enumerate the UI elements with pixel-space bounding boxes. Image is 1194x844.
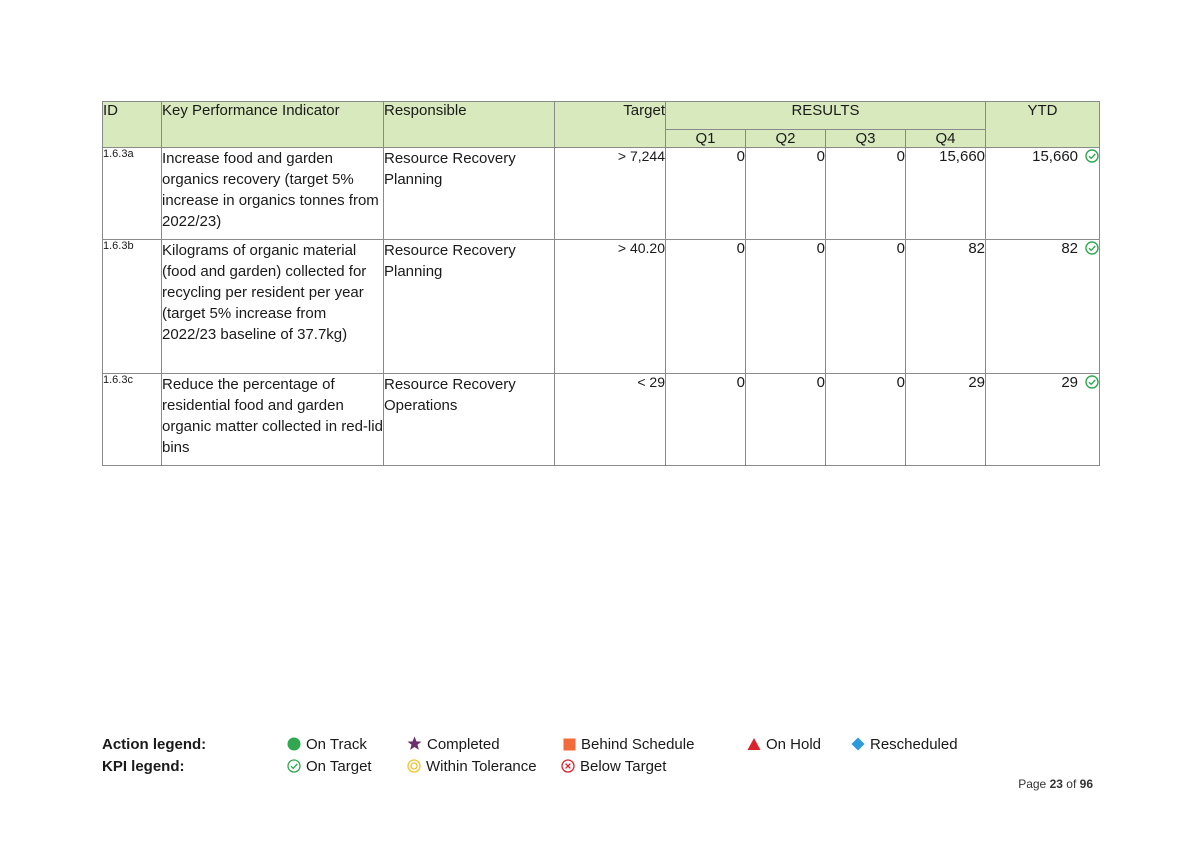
action-legend <box>102 735 1002 755</box>
blue-diamond-icon <box>851 737 865 751</box>
row-target: > 7,244 <box>555 148 666 240</box>
ytd-value: 29 <box>1061 374 1079 391</box>
header-kpi: Key Performance Indicator <box>162 102 384 148</box>
row-kpi: Increase food and garden organics recovery (target 5% increase in organics tonnes from 2022/23) <box>162 148 384 240</box>
ytd-value: 82 <box>1061 240 1079 257</box>
row-kpi: Reduce the percentage of residential food and garden organic matter collected in red-lid bins <box>162 374 384 466</box>
yellow-ring-icon <box>407 759 421 773</box>
ytd-value: 15,660 <box>1032 148 1079 165</box>
row-ytd <box>986 148 1100 240</box>
row-q2: 0 <box>746 374 826 466</box>
kpi-legend-title: KPI legend: <box>102 758 185 775</box>
header-row <box>103 102 1100 130</box>
green-circle-icon <box>287 737 301 751</box>
row-q3: 0 <box>826 240 906 374</box>
legend-label: Within Tolerance <box>426 758 537 775</box>
green-check-circle-icon <box>287 759 301 773</box>
legend-label: Completed <box>427 736 500 753</box>
header-results: RESULTS <box>666 102 986 130</box>
row-q1: 0 <box>666 374 746 466</box>
legend-label: On Track <box>306 736 367 753</box>
red-x-circle-icon <box>561 759 575 773</box>
row-kpi: Kilograms of organic material (food and garden) collected for recycling per resident per year (target 5% increase from 2022/23 baseline of 37.7kg) <box>162 240 384 374</box>
legend-behind-schedule <box>563 735 694 755</box>
legend-label: Rescheduled <box>870 736 958 753</box>
row-responsible: Resource Recovery Planning <box>384 148 555 240</box>
row-target: > 40.20 <box>555 240 666 374</box>
legend-on-target <box>287 757 372 777</box>
legend-label: On Hold <box>766 736 822 753</box>
kpi-legend <box>102 757 1002 777</box>
legend-below-target <box>561 757 666 777</box>
red-triangle-icon <box>747 737 761 751</box>
row-ytd <box>986 240 1100 374</box>
table-row <box>103 374 1100 466</box>
legend-completed <box>407 735 500 755</box>
header-q1: Q1 <box>666 130 746 148</box>
page-total: 96 <box>1079 777 1093 791</box>
row-responsible: Resource Recovery Operations <box>384 374 555 466</box>
on-target-check-icon <box>1085 149 1099 163</box>
row-q1: 0 <box>666 148 746 240</box>
row-q2: 0 <box>746 148 826 240</box>
table-row <box>103 148 1100 240</box>
legend-label: On Target <box>306 758 372 775</box>
row-id: 1.6.3a <box>103 148 162 240</box>
legend-on-hold <box>747 735 821 755</box>
page-prefix: Page <box>1018 777 1047 791</box>
row-ytd <box>986 374 1100 466</box>
row-id: 1.6.3b <box>103 240 162 374</box>
header-id: ID <box>103 102 162 148</box>
header-q4: Q4 <box>906 130 986 148</box>
header-q2: Q2 <box>746 130 826 148</box>
legend-rescheduled <box>851 735 958 755</box>
header-ytd: YTD <box>986 102 1100 148</box>
legend-on-track <box>287 735 367 755</box>
table-row <box>103 240 1100 374</box>
row-id: 1.6.3c <box>103 374 162 466</box>
row-q4: 15,660 <box>906 148 986 240</box>
kpi-table <box>102 101 1100 466</box>
action-legend-title: Action legend: <box>102 736 207 753</box>
row-q1: 0 <box>666 240 746 374</box>
legend-label: Below Target <box>580 758 667 775</box>
header-responsible: Responsible <box>384 102 555 148</box>
row-q3: 0 <box>826 374 906 466</box>
orange-square-icon <box>563 738 576 751</box>
purple-star-icon <box>407 736 422 751</box>
header-target: Target <box>555 102 666 148</box>
row-q3: 0 <box>826 148 906 240</box>
on-target-check-icon <box>1085 375 1099 389</box>
page-of: of <box>1066 777 1077 791</box>
legend-label: Behind Schedule <box>581 736 695 753</box>
header-q3: Q3 <box>826 130 906 148</box>
row-q4: 82 <box>906 240 986 374</box>
page-number <box>1018 777 1093 791</box>
page-current: 23 <box>1049 777 1063 791</box>
row-target: < 29 <box>555 374 666 466</box>
row-responsible: Resource Recovery Planning <box>384 240 555 374</box>
row-q2: 0 <box>746 240 826 374</box>
on-target-check-icon <box>1085 241 1099 255</box>
legend-within-tolerance <box>407 757 537 777</box>
row-q4: 29 <box>906 374 986 466</box>
